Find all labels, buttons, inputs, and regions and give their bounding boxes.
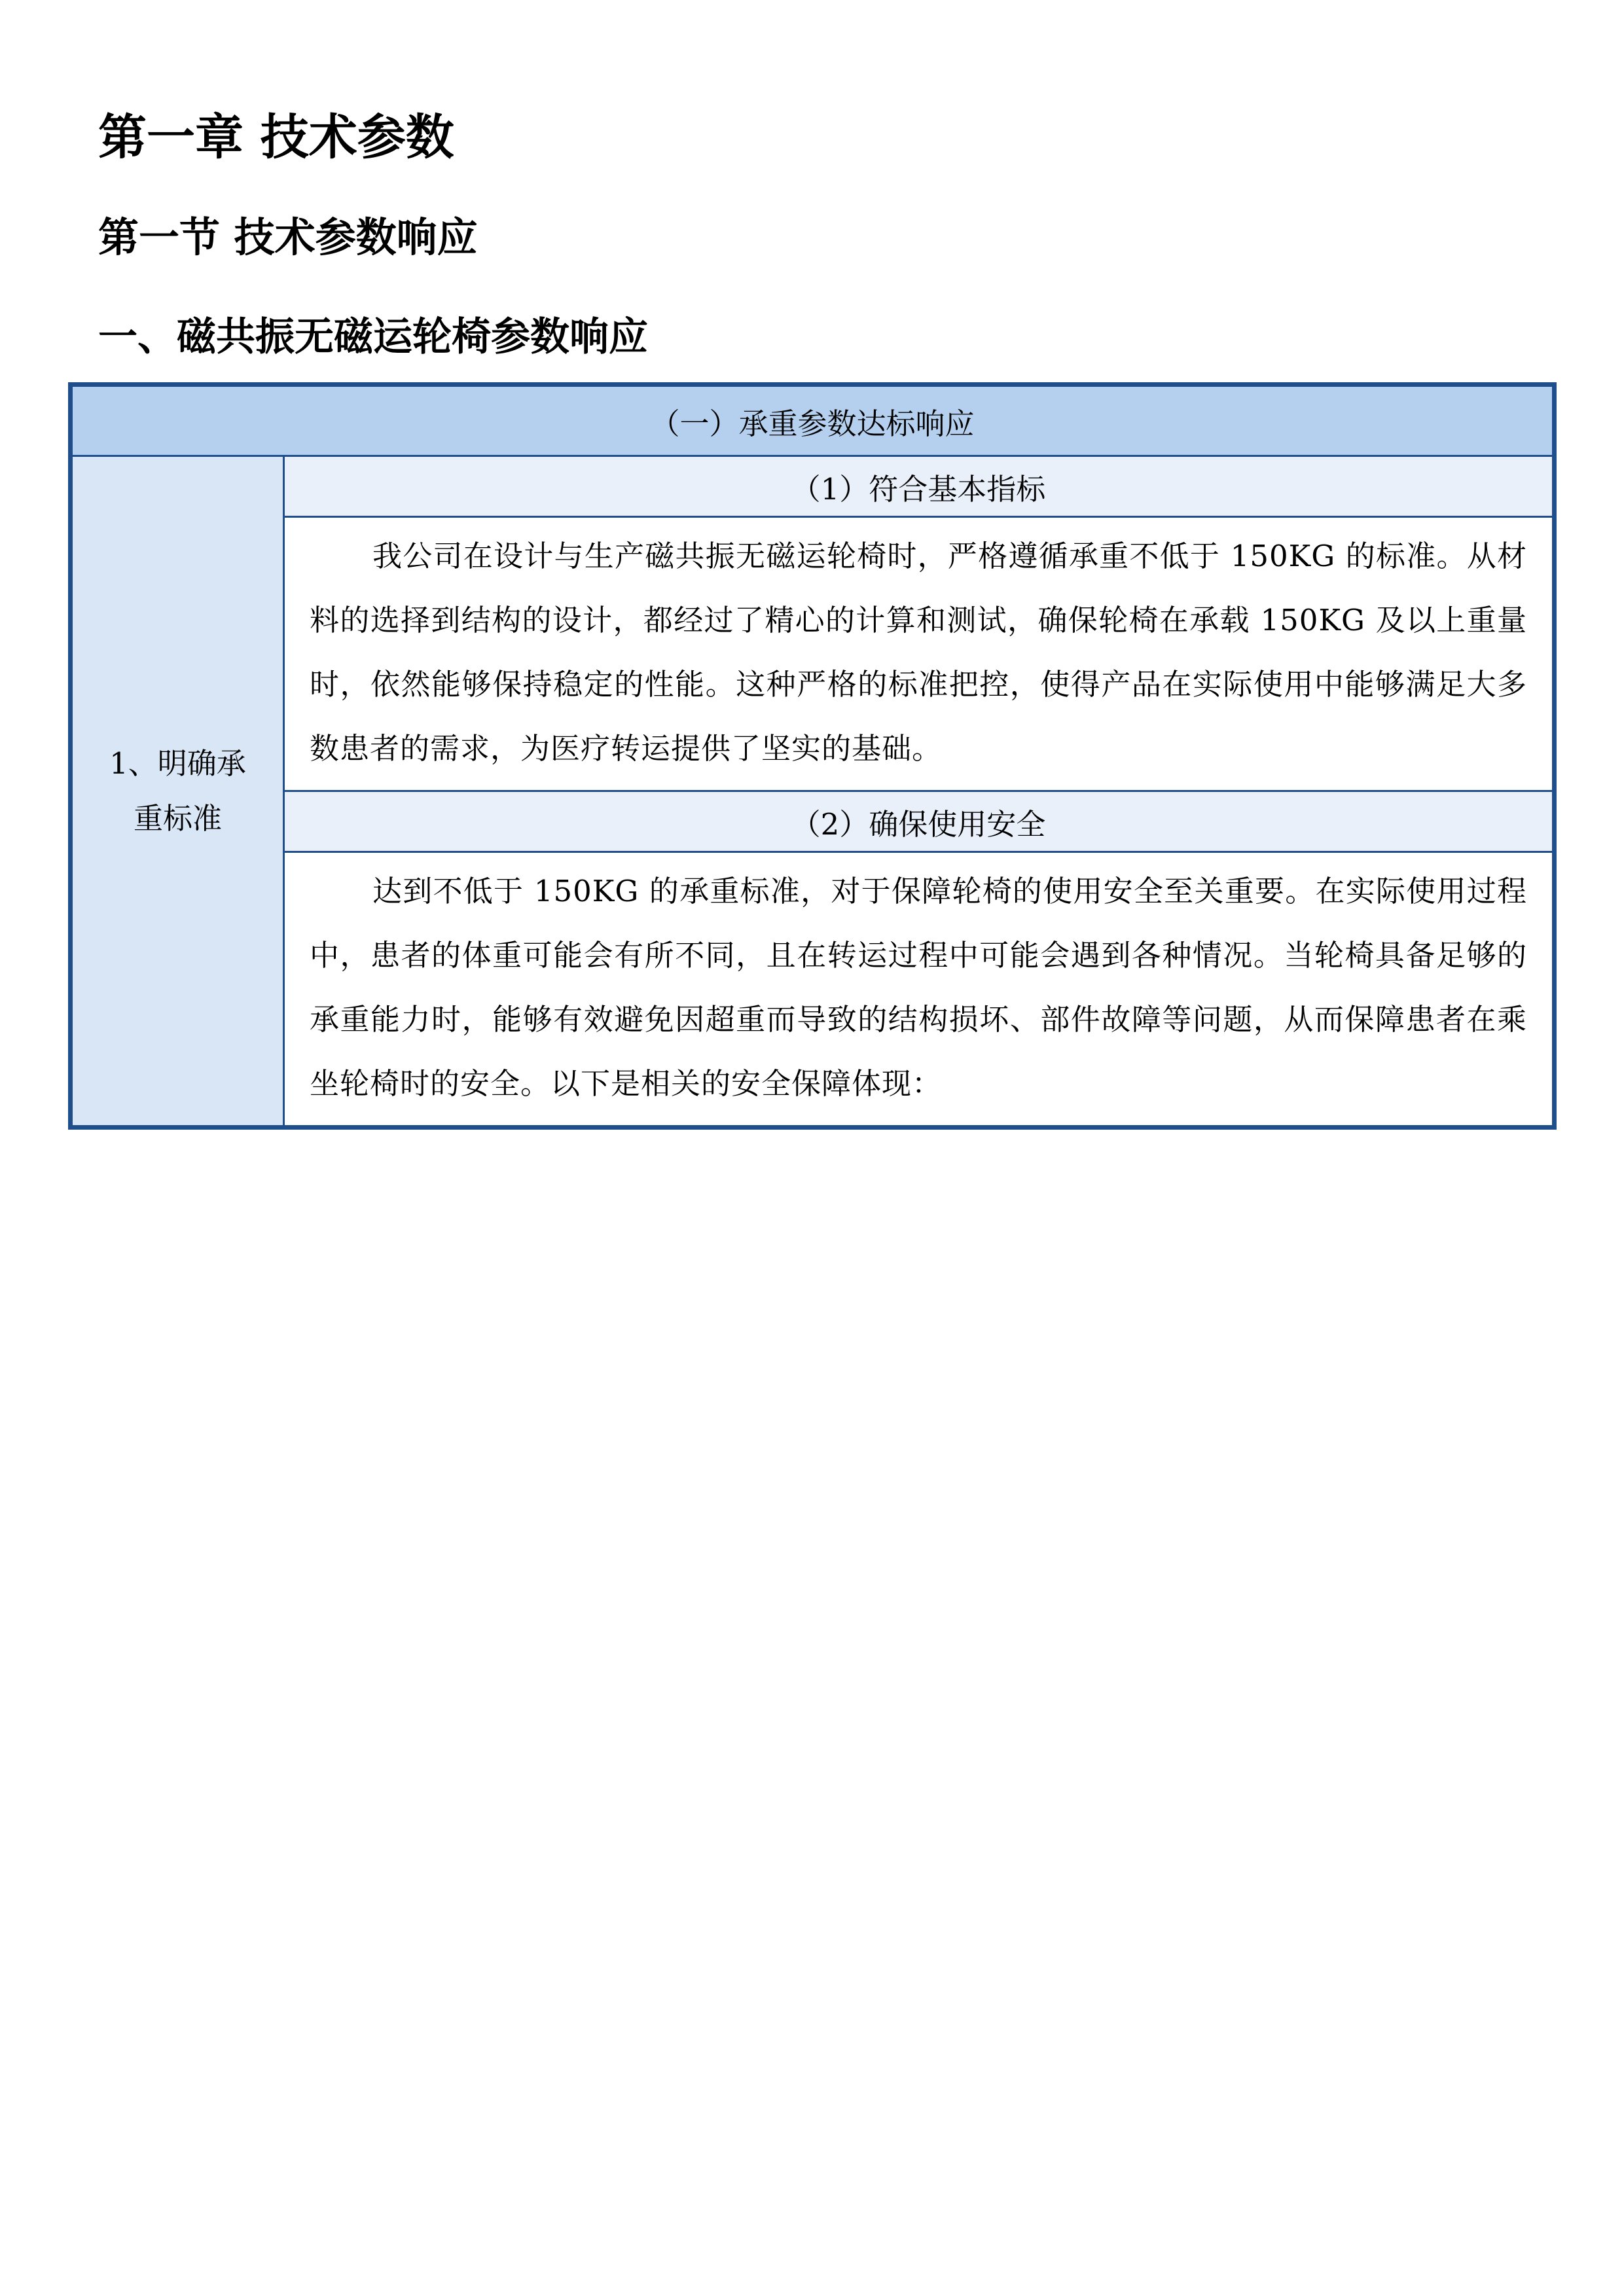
item-2-body: 达到不低于 150KG 的承重标准，对于保障轮椅的使用安全至关重要。在实际使用过程中，患者的体重可能会有所不同，且在转运过程中可能会遇到各种情况。当轮椅具备足够的承重能力时，能够有效避免因超重而导致的结构损坏、部件故障等问题，从而保障患者在乘坐轮椅时的安全。以下是相关的安全保障体现： <box>284 852 1555 1128</box>
section-heading: 第一节 技术参数响应 <box>98 213 478 261</box>
item-1-body: 我公司在设计与生产磁共振无磁运轮椅时，严格遵循承重不低于 150KG 的标准。从材料的选择到结构的设计，都经过了精心的计算和测试，确保轮椅在承载 150KG 及以上重量时，依然能够保持稳定的性能。这种严格的标准把控，使得产品在实际使用中能够满足大多数患者的需求，为医疗转运提供了坚实的基础。 <box>284 517 1555 791</box>
row-label: 1、明确承重标准 <box>109 745 246 836</box>
chapter-heading: 第一章 技术参数 <box>98 109 454 166</box>
item-1-subtitle: （1）符合基本指标 <box>284 456 1555 517</box>
table-title: （一）承重参数达标响应 <box>71 385 1555 456</box>
row-label-cell <box>71 456 284 1128</box>
subsection-heading: 一、磁共振无磁运轮椅参数响应 <box>98 314 648 360</box>
load-bearing-response-table <box>68 382 1557 1130</box>
item-2-subtitle: （2）确保使用安全 <box>284 791 1555 852</box>
